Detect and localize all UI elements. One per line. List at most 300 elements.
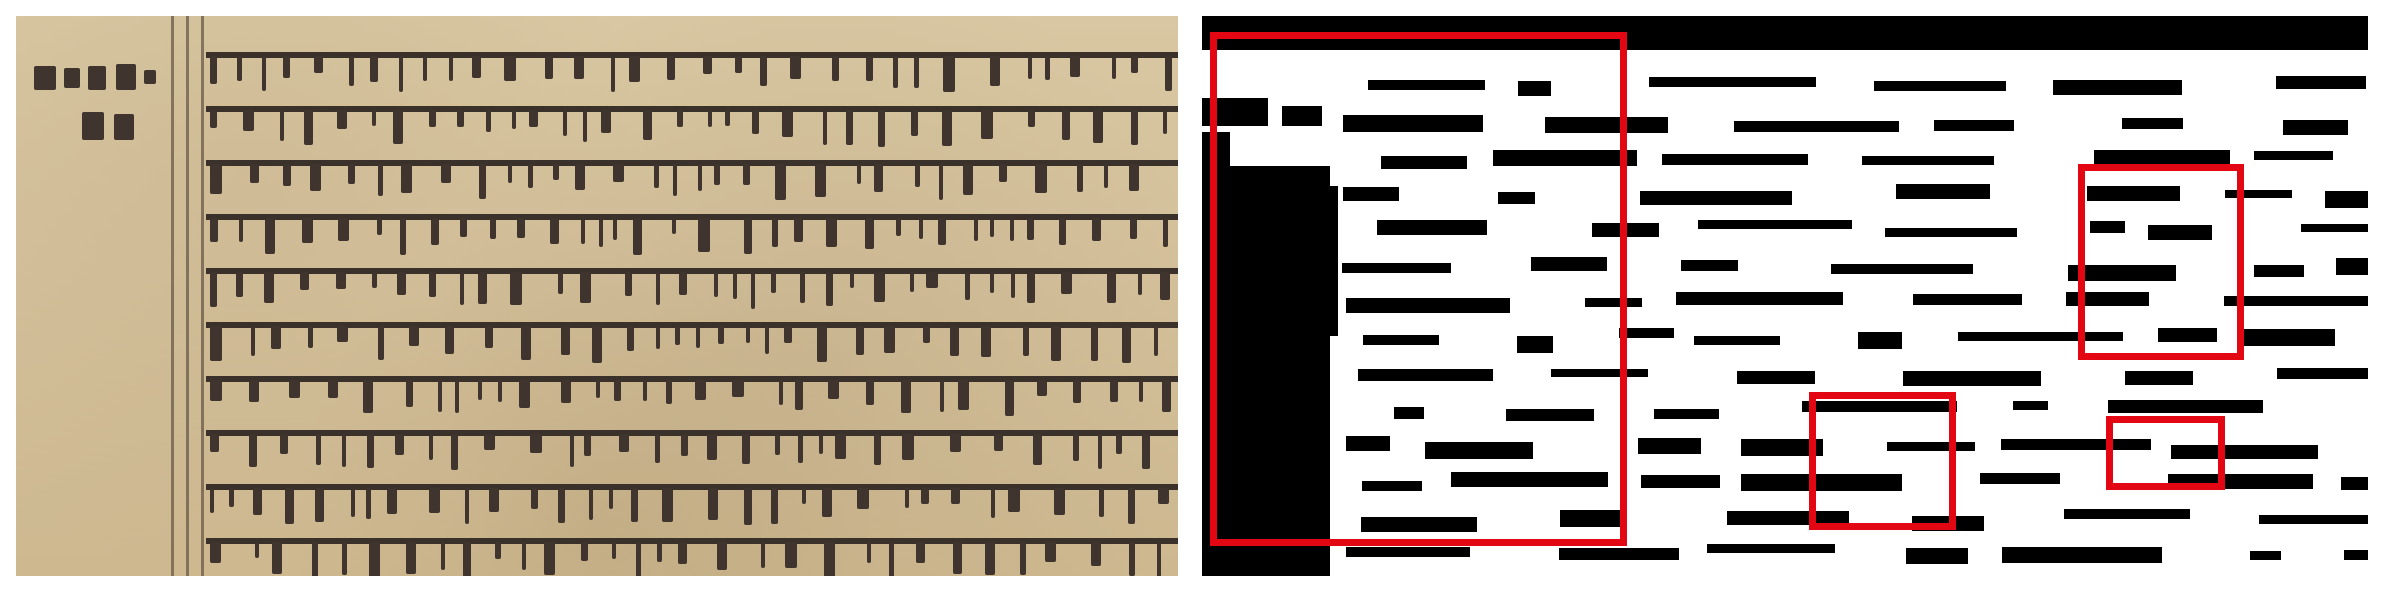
headline-stroke: [206, 376, 1178, 382]
glyph-stroke: [599, 218, 603, 247]
glyph-stroke: [531, 488, 538, 509]
glyph-stroke: [249, 434, 257, 467]
glyph-stroke: [708, 110, 712, 127]
glyph-stroke: [698, 218, 710, 252]
glyph-stroke: [656, 272, 660, 305]
glyph-stroke: [239, 218, 243, 242]
glyph-stroke: [457, 110, 464, 127]
glyph-stroke: [1138, 272, 1142, 295]
glyph-stroke: [743, 164, 750, 185]
binary-stripe: [2250, 551, 2281, 560]
glyph-stroke: [744, 218, 752, 254]
glyph-stroke: [1128, 488, 1135, 524]
glyph-stroke: [210, 110, 217, 128]
glyph-stroke: [280, 434, 288, 454]
glyph-stroke: [893, 56, 898, 88]
glyph-stroke: [472, 56, 481, 78]
binary-stripe: [1913, 294, 2022, 305]
glyph-stroke: [438, 380, 442, 412]
glyph-stroke: [498, 380, 502, 402]
glyph-stroke: [517, 218, 525, 238]
glyph-stroke: [1023, 326, 1029, 356]
glyph-stroke: [951, 488, 960, 504]
binary-stripe: [1874, 81, 2006, 91]
glyph-stroke: [580, 272, 591, 303]
glyph-stroke: [1157, 542, 1161, 576]
binary-stripe: [2254, 265, 2304, 277]
glyph-stroke: [431, 218, 439, 245]
binary-stripe: [2336, 258, 2368, 275]
glyph-stroke: [406, 542, 416, 574]
binary-stripe: [2122, 118, 2183, 129]
glyph-stroke: [733, 272, 737, 299]
glyph-stroke: [857, 164, 861, 184]
glyph-stroke: [406, 380, 413, 407]
glyph-stroke: [351, 488, 355, 517]
glyph-stroke: [312, 542, 318, 576]
glyph-stroke: [460, 272, 464, 305]
glyph-stroke: [735, 56, 742, 73]
glyph-stroke: [874, 434, 881, 465]
glyph-stroke: [265, 218, 275, 254]
margin-annotation-2: [26, 104, 176, 148]
glyph-stroke: [315, 488, 324, 522]
glyph-stroke: [905, 488, 909, 508]
glyph-stroke: [950, 326, 959, 356]
glyph-stroke: [901, 380, 911, 413]
glyph-stroke: [250, 164, 259, 183]
glyph-stroke: [210, 488, 214, 513]
binary-stripe: [1737, 371, 1815, 384]
glyph-stroke: [387, 488, 397, 514]
glyph-stroke: [1142, 434, 1150, 469]
glyph-stroke: [237, 56, 242, 81]
binary-stripe: [1619, 328, 1674, 338]
glyph-stroke: [1099, 488, 1104, 517]
glyph-stroke: [819, 434, 823, 454]
headline-stroke: [206, 322, 1178, 328]
glyph-stroke: [581, 542, 588, 561]
highlight-box-left: [1210, 32, 1627, 546]
glyph-stroke: [460, 218, 467, 237]
glyph-stroke: [703, 56, 712, 74]
glyph-stroke: [283, 164, 291, 186]
glyph-stroke: [1045, 56, 1050, 80]
binary-stripe: [1676, 292, 1843, 305]
glyph-stroke: [400, 218, 406, 255]
glyph-stroke: [985, 542, 995, 575]
glyph-stroke: [775, 164, 786, 200]
binary-stripe: [2277, 368, 2368, 379]
glyph-stroke: [338, 218, 349, 241]
glyph-stroke: [609, 488, 613, 509]
binary-stripe: [2325, 191, 2368, 208]
glyph-stroke: [210, 380, 222, 401]
glyph-stroke: [981, 110, 993, 139]
glyph-stroke: [784, 326, 792, 343]
manuscript-line: [206, 422, 1178, 474]
glyph-stroke: [349, 56, 354, 86]
glyph-stroke: [1061, 272, 1072, 294]
glyph-stroke: [714, 272, 718, 297]
glyph-stroke: [1062, 110, 1070, 140]
glyph-stroke: [583, 110, 587, 142]
glyph-stroke: [911, 110, 918, 136]
glyph-stroke: [336, 272, 346, 289]
glyph-stroke: [656, 326, 660, 349]
glyph-stroke: [681, 434, 688, 456]
glyph-stroke: [289, 380, 300, 398]
binary-stripe: [2053, 80, 2182, 95]
glyph-stroke: [698, 164, 702, 191]
glyph-stroke: [479, 164, 486, 199]
glyph-stroke: [1165, 56, 1172, 91]
glyph-stroke: [866, 56, 873, 81]
glyph-stroke: [1110, 380, 1118, 402]
glyph-stroke: [1130, 218, 1137, 239]
glyph-stroke: [614, 380, 621, 401]
glyph-stroke: [1154, 326, 1158, 356]
glyph-stroke: [1093, 110, 1103, 143]
glyph-stroke: [1028, 56, 1032, 79]
glyph-stroke: [943, 56, 955, 92]
glyph-stroke: [1116, 434, 1122, 454]
glyph-stroke: [857, 488, 869, 509]
glyph-stroke: [772, 218, 778, 247]
glyph-stroke: [1005, 380, 1014, 416]
glyph-stroke: [314, 56, 323, 73]
glyph-stroke: [1122, 326, 1131, 363]
manuscript-photo: [16, 16, 1178, 576]
glyph-stroke: [372, 110, 376, 126]
glyph-stroke: [802, 488, 806, 504]
glyph-stroke: [1162, 380, 1171, 412]
glyph-stroke: [695, 380, 706, 400]
glyph-stroke: [283, 56, 290, 78]
binary-stripe: [2064, 509, 2190, 519]
glyph-stroke: [657, 542, 662, 562]
glyph-stroke: [771, 488, 778, 524]
glyph-stroke: [210, 326, 222, 361]
binary-stripe: [1640, 191, 1792, 205]
glyph-stroke: [732, 380, 744, 397]
glyph-stroke: [465, 488, 469, 524]
glyph-stroke: [528, 164, 533, 188]
glyph-stroke: [990, 56, 1000, 86]
binary-stripe: [2002, 547, 2162, 563]
glyph-stroke: [867, 542, 871, 563]
glyph-stroke: [826, 272, 833, 306]
manuscript-line: [206, 476, 1178, 528]
glyph-stroke: [399, 56, 403, 92]
glyph-stroke: [300, 272, 309, 290]
glyph-stroke: [613, 164, 624, 182]
glyph-stroke: [990, 272, 994, 293]
glyph-stroke: [249, 380, 259, 402]
binary-stripe: [2254, 151, 2333, 160]
glyph-stroke: [253, 488, 262, 515]
glyph-stroke: [672, 218, 676, 234]
glyph-stroke: [662, 488, 673, 522]
glyph-stroke: [504, 56, 516, 81]
manuscript-line: [206, 44, 1178, 96]
glyph-stroke: [1020, 542, 1026, 575]
binary-stripe: [1885, 228, 2017, 237]
glyph-stroke: [280, 110, 284, 141]
glyph-stroke: [308, 326, 313, 348]
glyph-stroke: [1129, 542, 1135, 576]
glyph-stroke: [856, 326, 864, 355]
glyph-stroke: [1163, 110, 1167, 134]
glyph-stroke: [589, 488, 593, 520]
glyph-stroke: [940, 380, 944, 412]
glyph-stroke: [1091, 542, 1101, 566]
manuscript-line: [206, 98, 1178, 150]
glyph-stroke: [429, 488, 440, 513]
glyph-stroke: [304, 110, 313, 145]
glyph-stroke: [779, 380, 783, 405]
glyph-stroke: [545, 56, 553, 79]
glyph-stroke: [619, 434, 629, 452]
glyph-stroke: [310, 164, 321, 191]
glyph-stroke: [348, 164, 355, 184]
margin-annotation-1: [26, 56, 176, 100]
glyph-stroke: [370, 56, 378, 82]
manuscript-line: [206, 152, 1178, 204]
glyph-stroke: [950, 434, 961, 452]
binary-stripe: [2224, 296, 2368, 306]
glyph-stroke: [508, 164, 512, 183]
glyph-stroke: [495, 542, 501, 559]
glyph-stroke: [378, 164, 383, 196]
glyph-stroke: [1107, 272, 1116, 303]
glyph-stroke: [896, 218, 901, 236]
binary-stripe: [1831, 264, 1973, 274]
glyph-stroke: [828, 380, 839, 399]
glyph-stroke: [236, 272, 243, 297]
glyph-stroke: [210, 434, 219, 452]
glyph-stroke: [832, 56, 839, 81]
glyph-stroke: [1112, 56, 1116, 79]
glyph-stroke: [229, 488, 234, 507]
glyph-stroke: [707, 434, 717, 460]
binary-stripe: [2094, 150, 2230, 165]
glyph-stroke: [1077, 164, 1083, 192]
binary-stripe: [2276, 76, 2366, 89]
highlight-box-upper-right: [2078, 164, 2244, 360]
glyph-stroke: [558, 272, 563, 294]
glyph-stroke: [1027, 272, 1035, 303]
glyph-stroke: [1027, 218, 1034, 240]
glyph-stroke: [790, 56, 801, 79]
glyph-stroke: [725, 110, 730, 126]
binary-stripe: [2341, 477, 2368, 490]
glyph-stroke: [1028, 110, 1035, 127]
glyph-stroke: [342, 542, 347, 575]
glyph-stroke: [1158, 488, 1169, 504]
glyph-stroke: [366, 488, 371, 519]
glyph-stroke: [823, 110, 827, 145]
glyph-stroke: [655, 434, 660, 463]
glyph-stroke: [798, 434, 803, 463]
glyph-stroke: [915, 164, 920, 187]
headline-stroke: [206, 538, 1178, 544]
glyph-stroke: [824, 542, 835, 576]
binary-stripe: [2283, 120, 2348, 135]
binary-stripe: [1858, 332, 1902, 349]
glyph-stroke: [1091, 326, 1098, 361]
glyph-stroke: [942, 110, 952, 146]
glyph-stroke: [449, 56, 453, 81]
glyph-stroke: [643, 380, 647, 401]
glyph-stroke: [613, 218, 617, 240]
glyph-stroke: [1051, 326, 1061, 361]
binary-stripe: [1649, 77, 1816, 87]
binary-stripe: [1681, 260, 1738, 271]
glyph-stroke: [328, 380, 338, 398]
glyph-stroke: [874, 164, 883, 192]
glyph-stroke: [916, 542, 925, 563]
glyph-stroke: [994, 434, 1003, 451]
glyph-stroke: [1059, 218, 1066, 245]
highlight-box-lower-middle: [1809, 392, 1956, 530]
binary-stripe: [2259, 515, 2368, 524]
glyph-stroke: [677, 110, 683, 127]
glyph-stroke: [775, 434, 780, 455]
glyph-stroke: [631, 488, 638, 522]
glyph-stroke: [510, 272, 522, 305]
glyph-stroke: [794, 218, 803, 242]
glyph-stroke: [1129, 164, 1139, 191]
glyph-stroke: [574, 56, 584, 79]
glyph-stroke: [251, 326, 255, 356]
glyph-stroke: [1131, 110, 1138, 145]
glyph-stroke: [255, 542, 259, 558]
binarized-manuscript: [1202, 16, 2368, 576]
glyph-stroke: [372, 272, 377, 288]
glyph-stroke: [489, 488, 499, 512]
glyph-stroke: [878, 110, 885, 147]
glyph-stroke: [563, 110, 567, 136]
glyph-stroke: [679, 272, 687, 295]
glyph-stroke: [561, 326, 570, 355]
glyph-stroke: [765, 326, 769, 354]
glyph-stroke: [761, 542, 765, 568]
glyph-stroke: [910, 272, 914, 292]
margin-rule: [171, 16, 174, 576]
glyph-stroke: [718, 326, 724, 344]
glyph-stroke: [519, 380, 530, 408]
glyph-stroke: [529, 110, 538, 127]
glyph-stroke: [1092, 218, 1101, 241]
glyph-stroke: [746, 326, 750, 343]
glyph-stroke: [561, 380, 571, 403]
glyph-stroke: [708, 488, 718, 520]
glyph-stroke: [643, 110, 652, 140]
glyph-stroke: [991, 488, 995, 518]
glyph-stroke: [484, 434, 495, 450]
binary-stripe: [1980, 473, 2060, 484]
glyph-stroke: [795, 380, 803, 410]
binary-stripe: [1654, 409, 1719, 419]
binary-stripe: [2301, 224, 2368, 232]
glyph-stroke: [550, 218, 559, 244]
binary-stripe: [1934, 120, 2014, 131]
glyph-stroke: [302, 218, 313, 243]
margin-rule: [201, 16, 204, 576]
glyph-stroke: [999, 164, 1007, 182]
glyph-stroke: [445, 326, 454, 354]
glyph-stroke: [1045, 542, 1056, 562]
glyph-stroke: [923, 326, 930, 343]
glyph-stroke: [850, 272, 854, 288]
glyph-stroke: [921, 488, 929, 504]
glyph-stroke: [429, 110, 436, 127]
glyph-stroke: [377, 218, 382, 235]
binary-stripe: [1638, 438, 1701, 454]
glyph-stroke: [596, 380, 600, 398]
glyph-stroke: [210, 218, 218, 242]
glyph-stroke: [512, 110, 516, 129]
binary-stripe: [2108, 400, 2263, 413]
glyph-stroke: [369, 542, 380, 576]
glyph-stroke: [612, 542, 616, 559]
glyph-stroke: [210, 272, 217, 307]
binary-stripe: [1641, 475, 1720, 488]
binary-stripe: [1559, 548, 1679, 560]
glyph-stroke: [393, 110, 403, 144]
glyph-stroke: [210, 56, 217, 84]
glyph-stroke: [530, 434, 542, 453]
binary-stripe: [1346, 547, 1470, 557]
glyph-stroke: [760, 56, 767, 86]
glyph-stroke: [342, 434, 346, 467]
glyph-stroke: [429, 434, 433, 460]
glyph-stroke: [337, 326, 348, 342]
glyph-stroke: [584, 434, 591, 456]
glyph-stroke: [865, 218, 874, 249]
glyph-stroke: [441, 542, 445, 570]
glyph-stroke: [678, 542, 687, 564]
glyph-stroke: [874, 272, 885, 302]
glyph-stroke: [1139, 380, 1143, 402]
manuscript-line: [206, 206, 1178, 258]
glyph-stroke: [1131, 56, 1138, 73]
binary-stripe: [2125, 371, 2193, 385]
glyph-stroke: [627, 326, 634, 351]
glyph-stroke: [633, 218, 642, 255]
glyph-stroke: [1033, 434, 1042, 465]
glyph-stroke: [1073, 380, 1081, 403]
glyph-stroke: [363, 380, 373, 413]
glyph-stroke: [544, 542, 555, 575]
glyph-stroke: [1160, 272, 1170, 300]
glyph-stroke: [800, 272, 805, 303]
binary-stripe: [1906, 548, 1968, 564]
glyph-stroke: [926, 272, 938, 288]
margin-rule: [186, 16, 189, 576]
glyph-stroke: [601, 110, 611, 133]
glyph-stroke: [953, 542, 962, 574]
glyph-stroke: [1054, 488, 1065, 515]
glyph-stroke: [1008, 488, 1020, 512]
glyph-stroke: [889, 542, 894, 576]
glyph-stroke: [243, 110, 254, 131]
glyph-stroke: [378, 326, 384, 360]
glyph-stroke: [210, 542, 221, 563]
binary-stripe: [1896, 184, 1990, 199]
glyph-stroke: [463, 542, 471, 576]
